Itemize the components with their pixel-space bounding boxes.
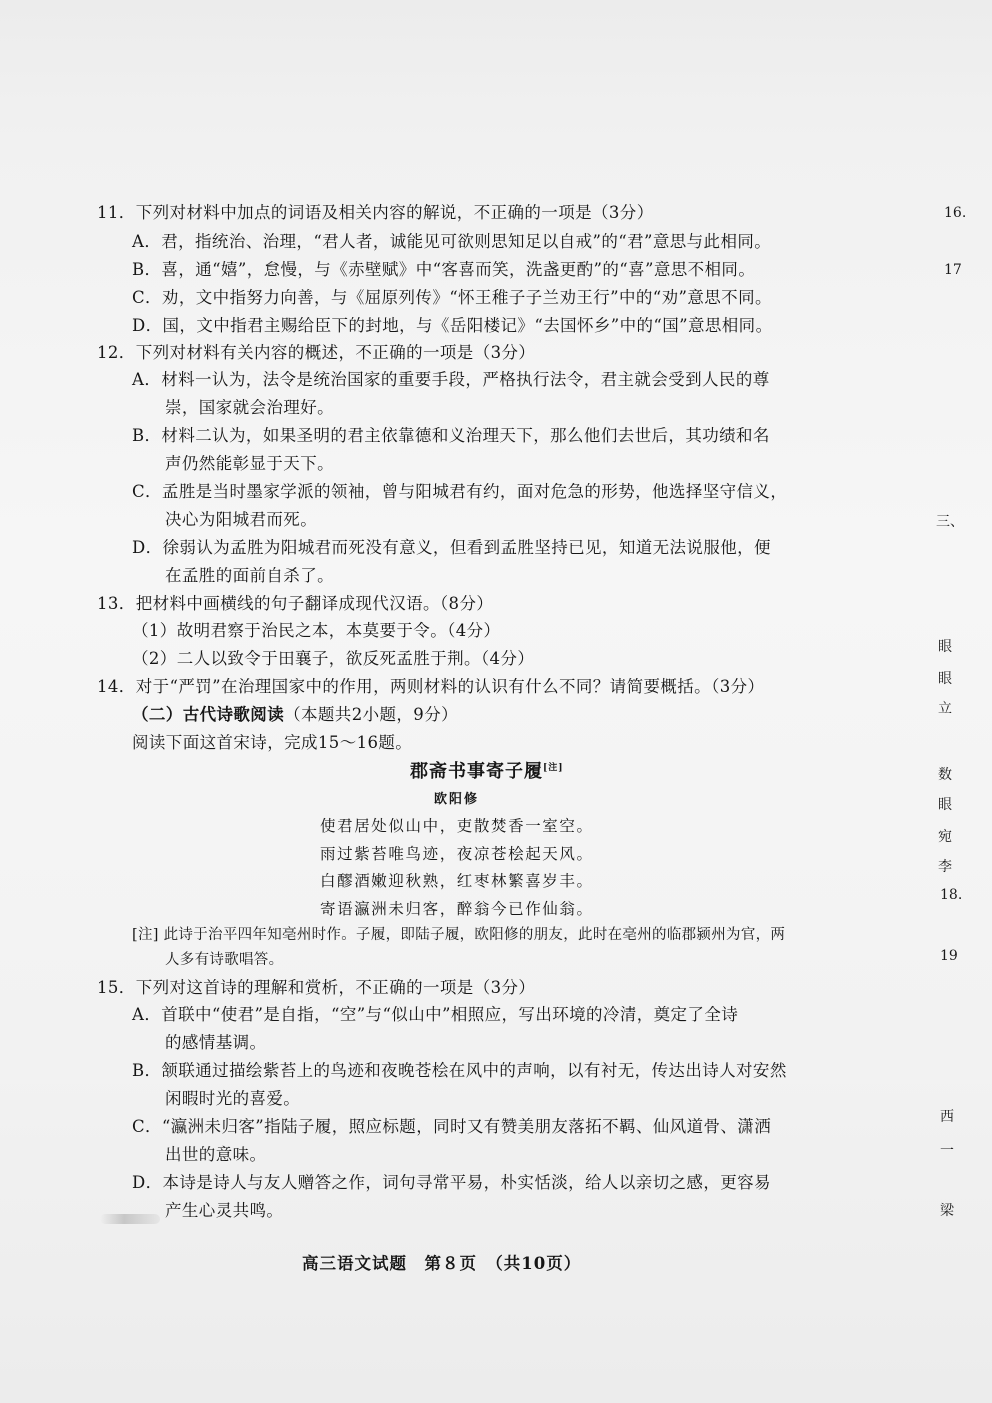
q11-option-c: C．劝，文中指努力向善，与《屈原列传》“怀王稚子子兰劝王行”中的“劝”意思不同。 (132, 288, 772, 307)
edge-fragment: 18. (940, 887, 963, 903)
q13-item-1: （1）故明君察于治民之本，本莫要于令。（4分） (132, 621, 501, 640)
poem-note-line-1: [注] 此诗于治平四年知亳州时作。子履，即陆子履，欧阳修的朋友，此时在亳州的临郡颍州为官，两 (132, 927, 786, 943)
poem-note-line-2: 人多有诗歌唱答。 (165, 952, 284, 968)
section-heading (132, 705, 458, 725)
poem-title: 郡斋书事寄子履 (410, 761, 543, 782)
q12-option-a: A．材料一认为，法令是统治国家的重要手段，严格执行法令，君主就会受到人民的尊 (132, 370, 770, 389)
edge-fragment: 梁 (940, 1203, 954, 1219)
poem-author: 欧阳修 (434, 792, 480, 807)
edge-fragment: 西 (940, 1109, 954, 1125)
edge-fragment: 眼 (938, 671, 952, 687)
q12-option-d: D．徐弱认为孟胜为阳城君而死没有意义，但看到孟胜坚持已见，知道无法说服他，便 (132, 538, 771, 557)
q12-option-c: C．孟胜是当时墨家学派的领袖，曾与阳城君有约，面对危急的形势，他选择坚守信义， (132, 482, 788, 501)
q15-option-a-cont: 的感情基调。 (165, 1033, 267, 1052)
q15-option-a: A．首联中“使君”是自指，“空”与“似山中”相照应，写出环境的冷清，奠定了全诗 (132, 1005, 739, 1024)
q12-option-d-cont: 在孟胜的面前自杀了。 (165, 566, 334, 585)
section-meta: （本题共2小题，9分） (284, 705, 459, 724)
q11-option-a: A．君，指统治、治理，“君人者，诚能见可欲则思知足以自戒”的“君”意思与此相同。 (132, 232, 772, 251)
edge-fragment: 17 (944, 262, 962, 278)
edge-fragment: 16. (944, 205, 967, 221)
q15-option-b-cont: 闲暇时光的喜爱。 (165, 1089, 301, 1108)
q11-stem: 11．下列对材料中加点的词语及相关内容的解说，不正确的一项是（3分） (97, 203, 654, 222)
q14-stem: 14．对于“严罚”在治理国家中的作用，两则材料的认识有什么不同？请简要概括。（3分） (97, 677, 765, 696)
edge-fragment: 李 (938, 859, 952, 875)
q12-stem: 12．下列对材料有关内容的概述，不正确的一项是（3分） (97, 343, 536, 362)
poem-line-3: 白醪酒嫩迎秋熟，红枣林繁喜岁丰。 (320, 872, 594, 890)
edge-fragment: 三、 (936, 514, 964, 530)
q12-option-c-cont: 决心为阳城君而死。 (165, 510, 318, 529)
q15-option-c-cont: 出世的意味。 (165, 1145, 267, 1164)
q15-option-c: C．“瀛洲未归客”指陆子履，照应标题，同时又有赞美朋友落拓不羁、仙风道骨、潇洒 (132, 1117, 772, 1136)
q13-stem: 13．把材料中画横线的句子翻译成现代汉语。（8分） (97, 594, 494, 613)
section-instruction: 阅读下面这首宋诗，完成15～16题。 (132, 733, 413, 752)
edge-fragment: 眼 (938, 797, 952, 813)
page-footer: 高三语文试题 第８页 （共10页） (302, 1254, 582, 1273)
poem-line-2: 雨过紫苔唯鸟迹，夜凉苍桧起天风。 (320, 845, 594, 863)
q11-option-b: B．喜，通“嬉”，怠慢，与《赤壁赋》中“客喜而笑，洗盏更酌”的“喜”意思不相同。 (132, 260, 756, 279)
poem-title-line (410, 762, 564, 782)
edge-fragment: 眼 (938, 639, 952, 655)
edge-fragment: 宛 (938, 829, 952, 845)
q12-option-b: B．材料二认为，如果圣明的君主依靠德和义治理天下，那么他们去世后，其功绩和名 (132, 426, 770, 445)
q12-option-a-cont: 崇，国家就会治理好。 (165, 398, 334, 417)
edge-fragment: 数 (938, 767, 952, 783)
scan-smudge (100, 1214, 160, 1224)
poem-note-mark: [注] (543, 763, 564, 773)
q15-option-d: D．本诗是诗人与友人赠答之作，词句寻常平易，朴实恬淡，给人以亲切之感，更容易 (132, 1173, 771, 1192)
section-title: （二）古代诗歌阅读 (132, 705, 285, 724)
poem-line-4: 寄语瀛洲未归客，醉翁今已作仙翁。 (320, 900, 594, 918)
poem-line-1: 使君居处似山中，吏散焚香一室空。 (320, 817, 594, 835)
q11-option-d: D．国，文中指君主赐给臣下的封地，与《岳阳楼记》“去国怀乡”中的“国”意思相同。 (132, 316, 773, 335)
q15-stem: 15．下列对这首诗的理解和赏析，不正确的一项是（3分） (97, 978, 536, 997)
edge-fragment: 19 (940, 948, 958, 964)
edge-fragment: 立 (938, 701, 952, 717)
edge-fragment: 一 (940, 1143, 954, 1159)
q13-item-2: （2）二人以致令于田襄子，欲反死孟胜于荆。（4分） (132, 649, 535, 668)
q15-option-b: B．颔联通过描绘紫苔上的鸟迹和夜晚苍桧在风中的声响，以有衬无，传达出诗人对安然 (132, 1061, 787, 1080)
q15-option-d-cont: 产生心灵共鸣。 (165, 1201, 284, 1220)
q12-option-b-cont: 声仍然能彰显于天下。 (165, 454, 334, 473)
